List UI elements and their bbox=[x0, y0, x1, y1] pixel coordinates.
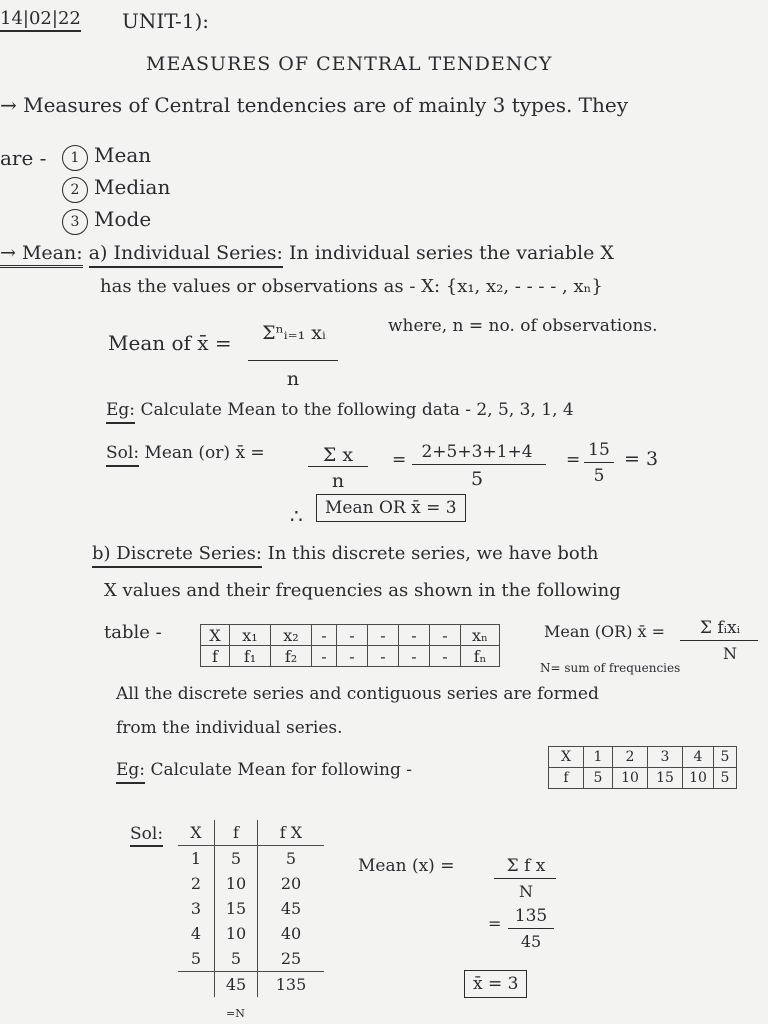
eg-text: Calculate Mean to the following data - 2, 5, 3, 1, 4 bbox=[140, 400, 574, 420]
discrete-heading: b) Discrete Series: bbox=[92, 543, 262, 568]
boxed-discrete-result bbox=[464, 976, 527, 993]
table-cell: - bbox=[337, 646, 368, 667]
table-row bbox=[178, 946, 324, 972]
intro-line-2-prefix: are - bbox=[0, 146, 47, 170]
table-header-row bbox=[178, 820, 324, 846]
note-line-1: All the discrete series and contiguous series are formed bbox=[116, 684, 599, 704]
table-totals-row bbox=[178, 972, 324, 998]
type-label: Mean bbox=[94, 143, 152, 167]
individual-line-1-text: In individual series the variable X bbox=[288, 242, 614, 264]
fraction-bar bbox=[584, 462, 614, 463]
number-circle: 3 bbox=[62, 209, 88, 235]
fraction-bar bbox=[494, 878, 556, 879]
table-cell: x₂ bbox=[271, 625, 312, 646]
table-cell: f₁ bbox=[230, 646, 271, 667]
table-cell: 10 bbox=[613, 768, 648, 789]
unit-label: UNIT-1): bbox=[122, 9, 210, 33]
result-box: x̄ = 3 bbox=[464, 970, 527, 998]
table-cell: 4 bbox=[683, 747, 714, 768]
table-row bbox=[201, 646, 500, 667]
table-cell: 45 bbox=[215, 972, 258, 998]
solution-1-label bbox=[106, 445, 265, 462]
table-cell: f bbox=[549, 768, 584, 789]
table-cell: X bbox=[549, 747, 584, 768]
intro-line-1: → Measures of Central tendencies are of mainly 3 types. They bbox=[0, 93, 629, 117]
n-note: N= sum of frequencies bbox=[540, 661, 681, 675]
example-table bbox=[548, 746, 737, 789]
result-value: = 3 bbox=[624, 448, 659, 470]
sol-label: Sol: bbox=[106, 443, 139, 467]
mean-label: Mean (x) = bbox=[358, 856, 455, 876]
table-cell: fₙ bbox=[461, 646, 500, 667]
mean2-numerator: 135 bbox=[514, 906, 548, 926]
table-cell: 15 bbox=[215, 896, 258, 921]
table-cell: - bbox=[312, 646, 337, 667]
mean-heading: → Mean: bbox=[0, 242, 83, 268]
fraction-bar bbox=[680, 640, 758, 641]
mean-individual-line-1 bbox=[0, 244, 614, 263]
table-cell: 4 bbox=[178, 921, 215, 946]
type-label: Median bbox=[94, 175, 171, 199]
table-cell: 5 bbox=[285, 849, 297, 868]
table-cell: - bbox=[337, 625, 368, 646]
table-cell: f₂ bbox=[271, 646, 312, 667]
table-cell: 5 bbox=[215, 946, 258, 972]
table-row bbox=[178, 921, 324, 946]
fraction-bar bbox=[308, 466, 368, 467]
equals-sign: = bbox=[488, 914, 502, 933]
table-cell bbox=[178, 972, 215, 998]
sol-mean-label: Mean (or) x̄ = bbox=[144, 443, 265, 463]
table-row bbox=[178, 896, 324, 921]
frac2-denominator: 5 bbox=[470, 468, 484, 490]
eg-label: Eg: bbox=[116, 760, 145, 784]
table-cell: 5 bbox=[584, 768, 613, 789]
page-title: MEASURES OF CENTRAL TENDENCY bbox=[146, 53, 553, 75]
table-cell: - bbox=[312, 625, 337, 646]
discrete-line-1-text: In this discrete series, we have both bbox=[267, 543, 599, 564]
table-cell: 3 bbox=[648, 747, 683, 768]
table-row bbox=[178, 846, 324, 872]
table-cell: 2 bbox=[178, 871, 215, 896]
eg-text: Calculate Mean for following - bbox=[150, 760, 412, 780]
type-item-2 bbox=[62, 177, 170, 203]
discrete-line-2: X values and their frequencies as shown in the following bbox=[104, 580, 621, 601]
mean-numerator: Σ f x bbox=[506, 856, 546, 876]
table-cell: 20 bbox=[280, 874, 302, 893]
number-circle: 2 bbox=[62, 177, 88, 203]
table-cell: 25 bbox=[280, 949, 302, 968]
solution-table bbox=[178, 820, 324, 997]
type-label: Mode bbox=[94, 207, 152, 231]
table-cell: - bbox=[399, 625, 430, 646]
table-row bbox=[549, 747, 737, 768]
table-row bbox=[549, 768, 737, 789]
table-cell: X bbox=[201, 625, 230, 646]
date: 14|02|22 bbox=[0, 10, 81, 32]
table-cell: 2 bbox=[613, 747, 648, 768]
mean-denominator: N bbox=[519, 882, 533, 901]
table-cell: x₁ bbox=[230, 625, 271, 646]
table-row bbox=[178, 871, 324, 896]
sum-denominator: n bbox=[286, 368, 300, 390]
table-cell: 15 bbox=[648, 768, 683, 789]
n-mark: =N bbox=[226, 1007, 245, 1020]
frac1-numerator: Σ x bbox=[322, 444, 354, 466]
table-cell: 45 bbox=[280, 899, 302, 918]
table-row bbox=[201, 625, 500, 646]
sol-label: Sol: bbox=[130, 826, 163, 847]
table-cell: 135 bbox=[258, 972, 325, 998]
table-cell: 5 bbox=[178, 946, 215, 972]
equals-sign: = bbox=[392, 450, 407, 470]
table-cell: 5 bbox=[215, 846, 258, 872]
sum-expression: Σⁿᵢ₌₁ xᵢ bbox=[262, 322, 326, 344]
table-cell: - bbox=[430, 625, 461, 646]
table-cell: 3 bbox=[178, 896, 215, 921]
table-cell: 10 bbox=[683, 768, 714, 789]
table-header-cell: f bbox=[215, 820, 258, 846]
table-cell: 5 bbox=[714, 768, 737, 789]
table-cell: xₙ bbox=[461, 625, 500, 646]
equals-sign: = bbox=[566, 450, 581, 470]
table-cell: - bbox=[368, 625, 399, 646]
frequency-table bbox=[200, 624, 500, 667]
table-cell: 40 bbox=[280, 924, 302, 943]
discrete-line-1 bbox=[92, 545, 599, 563]
individual-series-heading: a) Individual Series: bbox=[89, 242, 283, 268]
mean2-denominator: 45 bbox=[520, 932, 542, 951]
table-cell: - bbox=[368, 646, 399, 667]
table-cell: - bbox=[399, 646, 430, 667]
frac2-numerator: 2+5+3+1+4 bbox=[421, 442, 533, 462]
frac3-numerator: 15 bbox=[588, 440, 610, 460]
mean-formula-label: Mean (OR) x̄ = bbox=[544, 622, 666, 641]
frac1-denominator: n bbox=[331, 470, 345, 492]
where-text: where, n = no. of observations. bbox=[388, 316, 658, 336]
table-cell: - bbox=[430, 646, 461, 667]
table-cell: 1 bbox=[178, 846, 215, 872]
table-label: table - bbox=[104, 622, 162, 643]
table-header-cell: f X bbox=[258, 820, 325, 846]
fraction-bar bbox=[508, 928, 554, 929]
note-line-2: from the individual series. bbox=[116, 718, 343, 738]
table-header-cell: X bbox=[178, 820, 215, 846]
mean-formula-denominator: N bbox=[723, 644, 737, 663]
number-circle: 1 bbox=[62, 145, 88, 171]
individual-line-2: has the values or observations as - X: {x₁, x₂, - - - - , xₙ} bbox=[100, 276, 603, 297]
table-cell: 10 bbox=[215, 871, 258, 896]
boxed-mean-result bbox=[316, 500, 466, 517]
example-2 bbox=[116, 762, 412, 779]
table-cell: 1 bbox=[584, 747, 613, 768]
table-cell: 5 bbox=[714, 747, 737, 768]
mean-of-label: Mean of x̄ = bbox=[108, 331, 232, 355]
type-item-1 bbox=[62, 145, 151, 171]
fraction-bar bbox=[248, 360, 338, 361]
result-box: Mean OR x̄ = 3 bbox=[316, 494, 466, 522]
table-cell: f bbox=[201, 646, 230, 667]
therefore-symbol: ∴ bbox=[290, 504, 303, 528]
type-item-3 bbox=[62, 209, 151, 235]
table-cell: 10 bbox=[215, 921, 258, 946]
fraction-bar bbox=[412, 464, 546, 465]
frac3-denominator: 5 bbox=[593, 466, 605, 486]
mean-formula-numerator: Σ fᵢxᵢ bbox=[699, 618, 741, 638]
example-1 bbox=[106, 402, 574, 419]
eg-label: Eg: bbox=[106, 400, 135, 424]
